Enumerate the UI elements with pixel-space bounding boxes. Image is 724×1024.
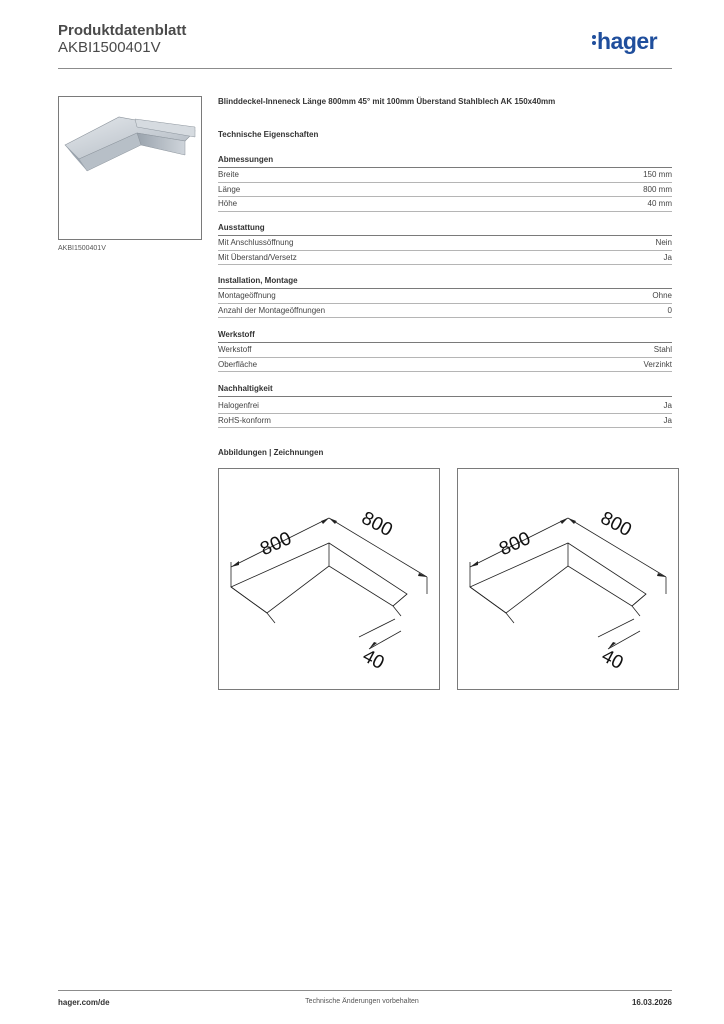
table-row	[218, 304, 672, 319]
row-label: Mit Anschlussöffnung	[218, 238, 294, 247]
row-value: 0	[667, 305, 672, 315]
table-row	[218, 414, 672, 429]
tech-properties-heading: Technische Eigenschaften	[218, 130, 319, 139]
row-label: Länge	[218, 184, 241, 194]
dim-height-label: 40	[359, 645, 388, 674]
footer-website-link[interactable]: hager.com/de	[58, 998, 110, 1007]
section-heading: Nachhaltigkeit	[218, 384, 672, 397]
row-label: Halogenfrei	[218, 401, 259, 410]
dim-right-label: 800	[357, 507, 396, 542]
dim-right-label: 800	[596, 507, 635, 542]
row-value: 150 mm	[643, 170, 672, 179]
table-row	[218, 197, 672, 212]
technical-drawing-1	[218, 468, 440, 690]
image-caption: AKBI1500401V	[58, 245, 106, 252]
row-label: Höhe	[218, 199, 238, 208]
row-value: Ja	[663, 415, 672, 425]
section-material	[218, 330, 672, 372]
dim-height-label: 40	[598, 645, 627, 674]
dimension-drawing	[458, 469, 678, 689]
dim-left-label: 800	[257, 528, 295, 561]
row-value: Ja	[663, 252, 672, 262]
footer-notice: Technische Änderungen vorbehalten	[305, 998, 419, 1005]
section-equipment	[218, 223, 672, 265]
page-title: Produktdatenblatt	[58, 22, 187, 39]
technical-drawing-2	[457, 468, 679, 690]
table-row	[218, 251, 672, 266]
header-divider	[58, 68, 672, 69]
cover-corner-illustration	[59, 97, 201, 239]
product-image	[58, 96, 202, 240]
table-row	[218, 289, 672, 304]
logo-dots-icon	[592, 33, 596, 47]
row-value: Stahl	[653, 345, 672, 354]
table-row	[218, 183, 672, 198]
section-heading: Werkstoff	[218, 330, 672, 343]
dimension-drawing	[219, 469, 439, 689]
row-value: Nein	[655, 238, 672, 247]
table-row	[218, 358, 672, 373]
footer-divider	[58, 990, 672, 991]
section-sustainability	[218, 384, 672, 428]
section-installation	[218, 276, 672, 318]
section-heading: Installation, Montage	[218, 276, 672, 289]
row-label: Montageöffnung	[218, 291, 276, 300]
logo-text: hager	[597, 28, 658, 54]
drawings-heading: Abbildungen | Zeichnungen	[218, 448, 324, 457]
row-value: Ohne	[652, 291, 672, 300]
row-label: Werkstoff	[218, 345, 252, 354]
section-dimensions	[218, 155, 672, 212]
dim-left-label: 800	[496, 528, 534, 561]
table-row	[218, 343, 672, 358]
row-value: Ja	[663, 401, 672, 410]
table-row	[218, 168, 672, 183]
footer-date: 16.03.2026	[631, 998, 672, 1007]
row-label: RoHS-konform	[218, 415, 271, 425]
row-label: Oberfläche	[218, 359, 258, 369]
row-label: Breite	[218, 170, 239, 179]
table-row	[218, 236, 672, 251]
row-value: 800 mm	[643, 184, 672, 194]
product-description: Blinddeckel-Inneneck Länge 800mm 45° mit 100mm Überstand Stahlblech AK 150x40mm	[218, 97, 556, 106]
section-heading: Abmessungen	[218, 155, 672, 168]
row-value: Verzinkt	[643, 359, 672, 369]
row-value: 40 mm	[647, 199, 672, 208]
row-label: Mit Überstand/Versetz	[218, 252, 297, 262]
section-heading: Ausstattung	[218, 223, 672, 236]
table-row	[218, 399, 672, 414]
hager-logo	[592, 28, 657, 55]
row-label: Anzahl der Montageöffnungen	[218, 305, 326, 315]
product-sku: AKBI1500401V	[58, 39, 161, 56]
